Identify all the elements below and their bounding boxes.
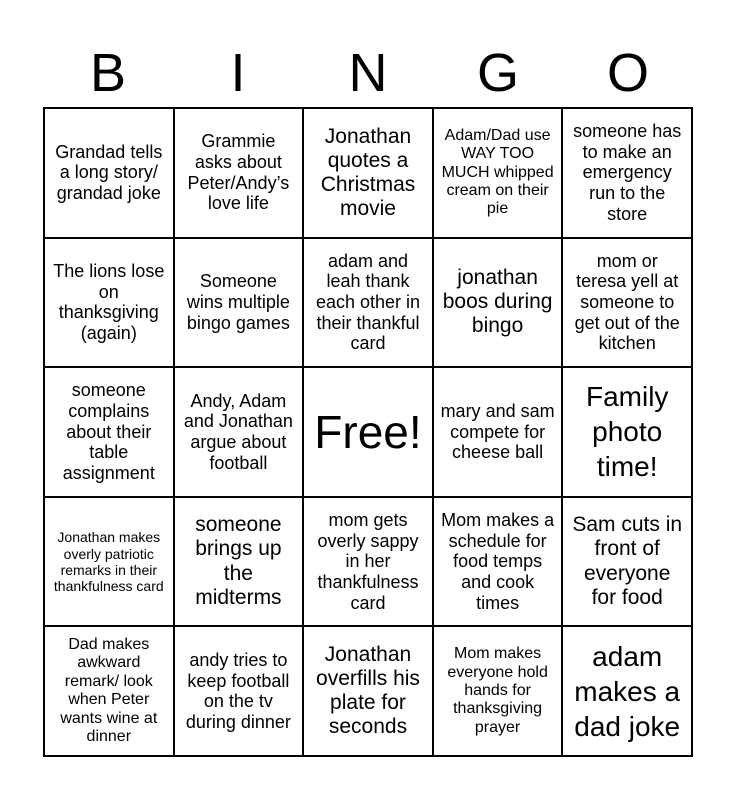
bingo-cell[interactable]: The lions lose on thanksgiving (again): [44, 238, 174, 368]
bingo-cell[interactable]: Family photo time!: [562, 367, 692, 497]
bingo-card: [43, 107, 693, 757]
bingo-cell[interactable]: Sam cuts in front of everyone for food: [562, 497, 692, 627]
bingo-cell[interactable]: Jonathan quotes a Christmas movie: [303, 108, 433, 238]
bingo-cell[interactable]: Dad makes awkward remark/ look when Peter wants wine at dinner: [44, 626, 174, 756]
bingo-cell[interactable]: jonathan boos during bingo: [433, 238, 563, 368]
bingo-cell[interactable]: someone complains about their table assignment: [44, 367, 174, 497]
free-space-cell[interactable]: Free!: [303, 367, 433, 497]
header-letter-o: O: [606, 43, 649, 103]
bingo-cell[interactable]: Someone wins multiple bingo games: [174, 238, 304, 368]
bingo-cell[interactable]: andy tries to keep football on the tv during dinner: [174, 626, 304, 756]
bingo-cell[interactable]: mom gets overly sappy in her thankfulness card: [303, 497, 433, 627]
bingo-cell[interactable]: Mom makes everyone hold hands for thanksgiving prayer: [433, 626, 563, 756]
header-letter-n: N: [348, 43, 388, 103]
bingo-cell[interactable]: Grammie asks about Peter/Andy’s love life: [174, 108, 304, 238]
bingo-cell[interactable]: someone brings up the midterms: [174, 497, 304, 627]
bingo-header: [43, 40, 693, 106]
header-letter-g: G: [476, 43, 519, 103]
header-letter-b: B: [89, 43, 127, 103]
bingo-cell[interactable]: Grandad tells a long story/ grandad joke: [44, 108, 174, 238]
bingo-cell[interactable]: Jonathan makes overly patriotic remarks in their thankfulness card: [44, 497, 174, 627]
bingo-cell[interactable]: mary and sam compete for cheese ball: [433, 367, 563, 497]
bingo-cell[interactable]: adam and leah thank each other in their thankful card: [303, 238, 433, 368]
bingo-cell[interactable]: adam makes a dad joke: [562, 626, 692, 756]
bingo-cell[interactable]: mom or teresa yell at someone to get out of the kitchen: [562, 238, 692, 368]
bingo-cell[interactable]: Jonathan overfills his plate for seconds: [303, 626, 433, 756]
bingo-cell[interactable]: Adam/Dad use WAY TOO MUCH whipped cream on their pie: [433, 108, 563, 238]
bingo-cell[interactable]: someone has to make an emergency run to the store: [562, 108, 692, 238]
header-letter-i: I: [230, 43, 246, 103]
bingo-cell[interactable]: Mom makes a schedule for food temps and cook times: [433, 497, 563, 627]
bingo-cell[interactable]: Andy, Adam and Jonathan argue about football: [174, 367, 304, 497]
